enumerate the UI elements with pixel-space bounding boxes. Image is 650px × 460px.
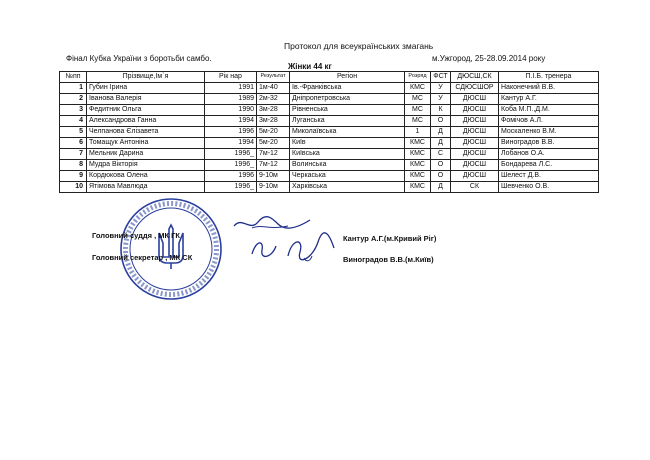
table-cell-year: 1996	[205, 127, 257, 138]
table-cell-rank: КМС	[405, 182, 431, 193]
table-cell-region: Дніпропетровська	[290, 94, 405, 105]
table-cell-region: Харківська	[290, 182, 405, 193]
table-cell-rank: КМС	[405, 149, 431, 160]
table-cell-n: 3	[60, 105, 87, 116]
chief-judge-name: Кантур А.Г.(м.Кривий Ріг)	[343, 234, 437, 243]
table-cell-name: Мудра Вікторія	[87, 160, 205, 171]
table-row	[60, 182, 599, 193]
event-name: Фінал Кубка України з боротьби самбо.	[66, 54, 212, 63]
table-cell-rank: КМС	[405, 83, 431, 94]
table-cell-fst: О	[431, 116, 451, 127]
table-cell-n: 8	[60, 160, 87, 171]
table-cell-school: СДЮСШОР	[451, 83, 499, 94]
table-cell-region: Миколаївська	[290, 127, 405, 138]
stamp-rings	[121, 199, 221, 299]
table-cell-year: 1996_	[205, 149, 257, 160]
table-cell-school: ДЮСШ	[451, 149, 499, 160]
table-cell-n: 2	[60, 94, 87, 105]
table-row	[60, 116, 599, 127]
table-cell-name: Александрова Ганна	[87, 116, 205, 127]
table-row	[60, 138, 599, 149]
table-cell-school: СК	[451, 182, 499, 193]
column-header: Розряд	[405, 72, 431, 83]
weight-category: Жінки 44 кг	[288, 62, 332, 71]
table-cell-result: 9-10м	[257, 182, 290, 193]
table-row	[60, 83, 599, 94]
table-cell-year: 1996_	[205, 160, 257, 171]
table-cell-result: 2м-32	[257, 94, 290, 105]
table-cell-rank: КМС	[405, 171, 431, 182]
table-cell-fst: К	[431, 105, 451, 116]
column-header: Результат	[257, 72, 290, 83]
table-row	[60, 160, 599, 171]
table-cell-result: 9-10м	[257, 171, 290, 182]
table-row	[60, 149, 599, 160]
table-cell-result: 7м-12	[257, 149, 290, 160]
table-cell-rank: МС	[405, 116, 431, 127]
column-header: Регіон	[290, 72, 405, 83]
table-cell-coach: Лобанов О.А.	[499, 149, 599, 160]
table-cell-result: 5м-20	[257, 127, 290, 138]
table-cell-n: 4	[60, 116, 87, 127]
table-cell-n: 6	[60, 138, 87, 149]
table-cell-rank: МС	[405, 105, 431, 116]
table-cell-year: 1990	[205, 105, 257, 116]
table-cell-region: Черкаська	[290, 171, 405, 182]
chief-judge-label: Головний суддя , МК ГК	[92, 231, 181, 240]
table-cell-result: 1м-40	[257, 83, 290, 94]
table-cell-region: Київ	[290, 138, 405, 149]
table-cell-region: Київська	[290, 149, 405, 160]
table-cell-year: 1989	[205, 94, 257, 105]
table-cell-fst: У	[431, 83, 451, 94]
table-cell-name: Ятімова Мавлюда	[87, 182, 205, 193]
table-cell-year: 1994	[205, 116, 257, 127]
table-cell-school: ДЮСШ	[451, 160, 499, 171]
column-header: П.І.Б. тренера	[499, 72, 599, 83]
table-cell-rank: КМС	[405, 138, 431, 149]
table-cell-school: ДЮСШ	[451, 94, 499, 105]
table-cell-school: ДЮСШ	[451, 105, 499, 116]
table-cell-fst: О	[431, 160, 451, 171]
table-row	[60, 94, 599, 105]
table-cell-year: 1996_	[205, 182, 257, 193]
chief-secretary-name: Виноградов В.В.(м.Київ)	[343, 255, 434, 264]
table-cell-name: Іванова Валерія	[87, 94, 205, 105]
table-cell-rank: МС	[405, 94, 431, 105]
table-cell-n: 5	[60, 127, 87, 138]
column-header: ДЮСШ,СК	[451, 72, 499, 83]
table-cell-result: 3м-28	[257, 116, 290, 127]
table-cell-name: Кордюкова Олена	[87, 171, 205, 182]
table-cell-coach: Фомічов А.Л.	[499, 116, 599, 127]
column-header: ФСТ	[431, 72, 451, 83]
table-cell-year: 1991	[205, 83, 257, 94]
chief-secretary-label: Головний секретар , МК СК	[92, 253, 193, 262]
column-header: Прізвище,Ім`я	[87, 72, 205, 83]
table-cell-name: Челпанова Єлізавета	[87, 127, 205, 138]
table-cell-coach: Кантур А.Г.	[499, 94, 599, 105]
table-cell-n: 10	[60, 182, 87, 193]
official-stamp	[118, 196, 224, 302]
document-title: Протокол для всеукраїнських змагань	[284, 41, 434, 51]
table-cell-fst: У	[431, 94, 451, 105]
table-cell-year: 1996	[205, 171, 257, 182]
table-cell-region: Рівненська	[290, 105, 405, 116]
table-cell-year: 1994	[205, 138, 257, 149]
table-header-row	[60, 72, 599, 83]
table-row	[60, 171, 599, 182]
table-cell-fst: С	[431, 149, 451, 160]
table-cell-school: ДЮСШ	[451, 138, 499, 149]
table-cell-result: 3м-28	[257, 105, 290, 116]
table-cell-coach: Москаленко В.М.	[499, 127, 599, 138]
table-cell-coach: Шевченко О.В.	[499, 182, 599, 193]
table-cell-school: ДЮСШ	[451, 116, 499, 127]
column-header: №пп	[60, 72, 87, 83]
table-cell-school: ДЮСШ	[451, 171, 499, 182]
secretary-signature	[248, 232, 338, 264]
column-header: Рік нар	[205, 72, 257, 83]
table-cell-coach: Бондарева Л.С.	[499, 160, 599, 171]
table-cell-rank: КМС	[405, 160, 431, 171]
table-cell-fst: Д	[431, 182, 451, 193]
table-cell-rank: 1	[405, 127, 431, 138]
table-cell-name: Губин Ірина	[87, 83, 205, 94]
table-cell-n: 7	[60, 149, 87, 160]
table-row	[60, 105, 599, 116]
table-cell-n: 9	[60, 171, 87, 182]
table-cell-fst: Д	[431, 138, 451, 149]
table-cell-coach: Виноградов В.В.	[499, 138, 599, 149]
table-cell-result: 7м-12	[257, 160, 290, 171]
venue-date: м.Ужгород, 25-28.09.2014 року	[432, 54, 546, 63]
table-cell-fst: О	[431, 171, 451, 182]
results-table	[59, 71, 599, 193]
table-cell-coach: Коба М.П.,Д.М.	[499, 105, 599, 116]
table-cell-name: Томащук Антоніна	[87, 138, 205, 149]
table-cell-coach: Наконечний В.В.	[499, 83, 599, 94]
table-row	[60, 127, 599, 138]
table-cell-name: Мельник Дарина	[87, 149, 205, 160]
table-cell-n: 1	[60, 83, 87, 94]
table-cell-coach: Шелест Д.В.	[499, 171, 599, 182]
table-cell-fst: Д	[431, 127, 451, 138]
table-cell-region: Волинська	[290, 160, 405, 171]
table-cell-region: Луганська	[290, 116, 405, 127]
table-cell-region: Ів.-Франківська	[290, 83, 405, 94]
table-cell-school: ДЮСШ	[451, 127, 499, 138]
table-cell-name: Федитник Ольга	[87, 105, 205, 116]
table-cell-result: 5м-20	[257, 138, 290, 149]
